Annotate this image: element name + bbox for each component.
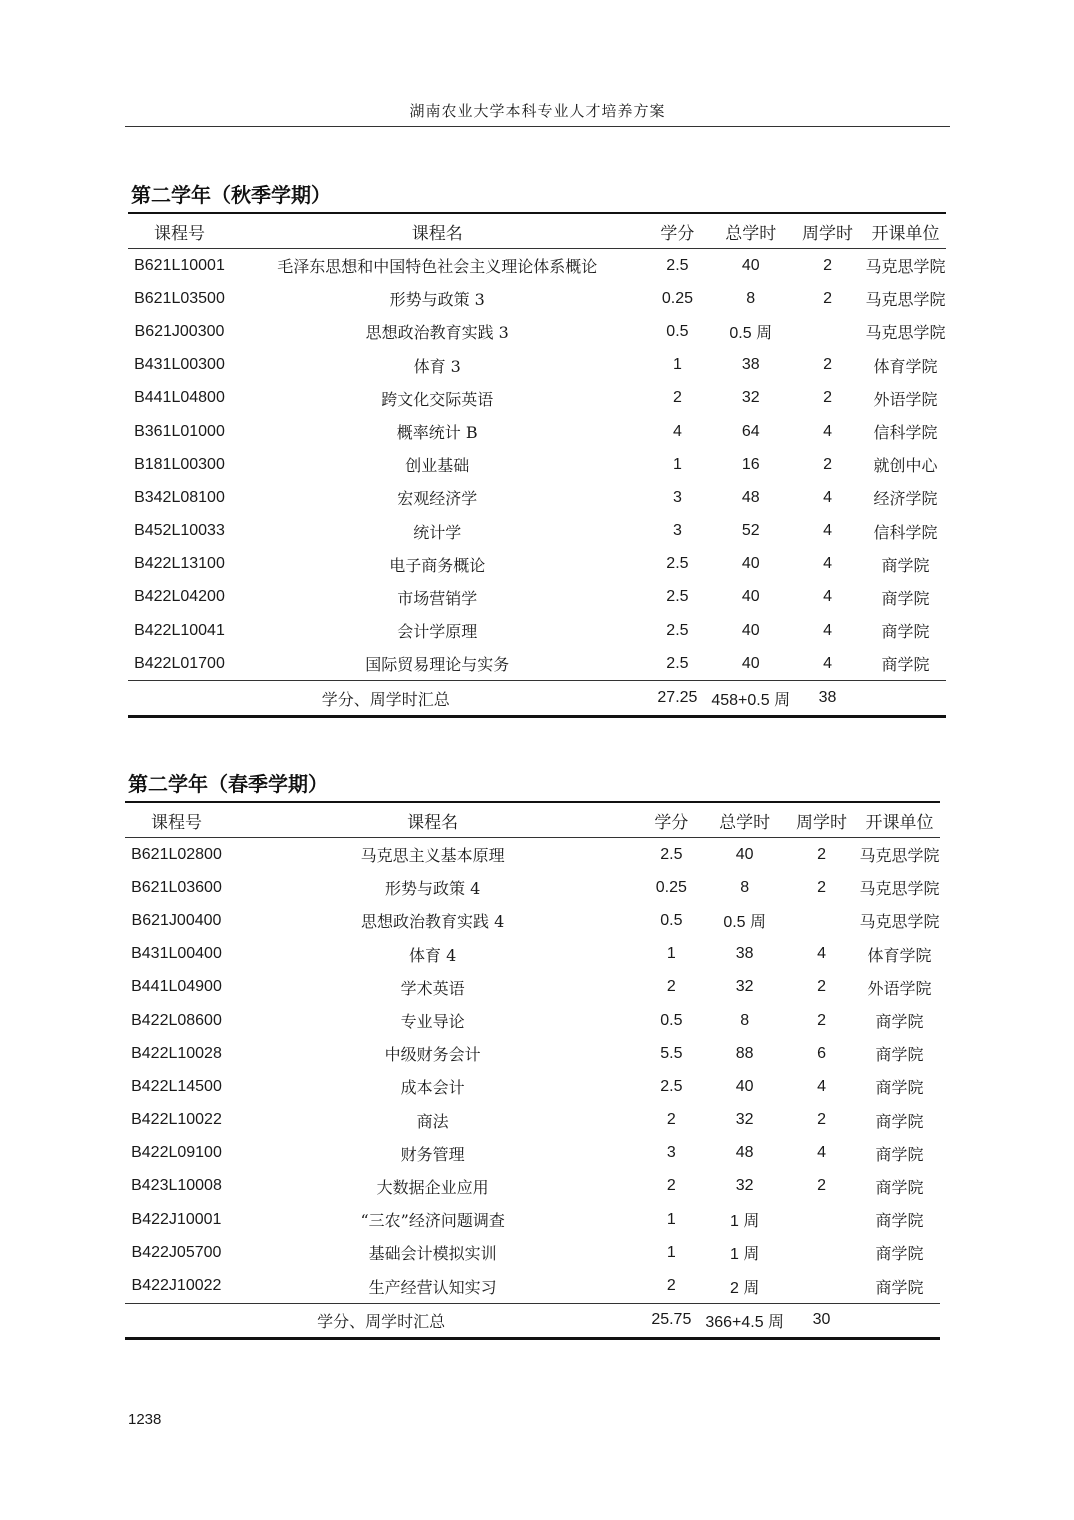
course-name: 电子商务概论 — [389, 555, 486, 575]
course-hours: 40 — [735, 845, 754, 863]
course-credit: 3 — [666, 1144, 676, 1162]
course-name: 市场营销学 — [397, 588, 478, 608]
course-name: 概率统计 B — [396, 423, 478, 443]
course-name: 中级财务会计 — [384, 1045, 481, 1065]
course-dept: 商学院 — [881, 588, 930, 608]
course-weekly: 4 — [823, 422, 832, 440]
course-name: 成本会计 — [400, 1078, 465, 1098]
course-code: B422J05700 — [131, 1243, 222, 1261]
course-credit: 4 — [672, 422, 682, 440]
course-name: 体育 3 — [413, 356, 461, 376]
total-hours: 366+4.5 周 — [705, 1313, 785, 1331]
course-weekly: 2 — [823, 256, 832, 274]
course-code: B361L01000 — [134, 422, 225, 440]
col-header-hours: 总学时 — [725, 223, 777, 244]
course-dept: 马克思学院 — [865, 257, 946, 277]
course-name: 商法 — [416, 1111, 449, 1131]
course-weekly: 2 — [823, 356, 832, 374]
course-name: 会计学原理 — [397, 622, 478, 642]
course-dept: 外语学院 — [873, 389, 938, 409]
course-dept: 信科学院 — [873, 423, 938, 443]
course-hours: 32 — [735, 1111, 754, 1129]
course-hours: 8 — [740, 878, 750, 896]
table-row — [125, 1236, 940, 1269]
course-code: B452L10033 — [134, 522, 225, 540]
course-name: 大数据企业应用 — [376, 1177, 489, 1197]
course-dept: 商学院 — [875, 1045, 924, 1065]
course-code: B422L10022 — [131, 1111, 222, 1129]
table-row — [125, 971, 940, 1004]
course-weekly: 4 — [823, 654, 832, 672]
course-weekly: 4 — [817, 1077, 826, 1095]
course-credit: 0.5 — [666, 322, 689, 340]
course-dept: 马克思学院 — [865, 323, 946, 343]
course-weekly: 2 — [823, 389, 832, 407]
course-weekly — [784, 1236, 859, 1269]
course-credit: 2 — [672, 389, 682, 407]
table-header-row — [125, 802, 940, 838]
course-dept: 经济学院 — [873, 489, 938, 509]
total-hours: 458+0.5 周 — [711, 691, 791, 709]
course-dept: 商学院 — [875, 1144, 924, 1164]
course-code: B621L03600 — [131, 878, 222, 896]
course-credit: 3 — [672, 522, 682, 540]
course-code: B431L00400 — [131, 945, 222, 963]
course-dept: 商学院 — [881, 555, 930, 575]
course-weekly — [784, 904, 859, 937]
table-row — [128, 581, 946, 614]
total-weekly: 30 — [812, 1311, 831, 1329]
page-header — [125, 100, 950, 127]
total-weekly: 38 — [818, 689, 837, 707]
course-credit: 2 — [666, 1277, 676, 1295]
course-dept: 商学院 — [881, 655, 930, 675]
course-code: B423L10008 — [131, 1177, 222, 1195]
course-credit: 2 — [666, 1111, 676, 1129]
table-row — [128, 481, 946, 514]
course-code: B422L10041 — [134, 621, 225, 639]
course-name: 财务管理 — [400, 1144, 465, 1164]
course-weekly: 4 — [817, 1144, 826, 1162]
course-name: 思想政治教育实践 3 — [365, 323, 509, 343]
col-header-code: 课程号 — [153, 223, 205, 244]
table-row — [125, 1170, 940, 1203]
course-code: B181L00300 — [134, 455, 225, 473]
course-credit: 0.5 — [660, 1011, 683, 1029]
course-hours: 48 — [735, 1144, 754, 1162]
course-code: B431L00300 — [134, 356, 225, 374]
total-label: 学分、周学时汇总 — [317, 1311, 446, 1331]
course-dept: 体育学院 — [873, 356, 938, 376]
table-row — [128, 415, 946, 448]
course-code: B441L04800 — [134, 389, 225, 407]
course-hours: 40 — [741, 555, 760, 573]
table-row — [125, 1203, 940, 1236]
table-row — [125, 1104, 940, 1137]
table-row — [128, 282, 946, 315]
course-weekly — [784, 1269, 859, 1303]
course-table-autumn — [128, 212, 946, 718]
course-weekly: 2 — [823, 455, 832, 473]
col-header-weekly: 周学时 — [802, 223, 854, 244]
course-hours: 1 周 — [730, 1246, 760, 1264]
table-row — [128, 249, 946, 283]
course-dept: 商学院 — [875, 1277, 924, 1297]
course-code: B621J00300 — [134, 322, 225, 340]
course-name: 马克思主义基本原理 — [360, 846, 505, 866]
course-hours: 32 — [735, 1177, 754, 1195]
course-dept: 马克思学院 — [859, 912, 940, 932]
course-credit: 1 — [672, 356, 682, 374]
col-header-hours: 总学时 — [719, 812, 771, 833]
course-credit: 2.5 — [660, 1077, 683, 1095]
course-hours: 64 — [741, 422, 760, 440]
course-code: B422L08600 — [131, 1011, 222, 1029]
course-weekly: 2 — [817, 1011, 826, 1029]
course-credit: 2.5 — [666, 621, 689, 639]
col-header-weekly: 周学时 — [796, 812, 848, 833]
table-row — [128, 647, 946, 681]
course-name: 形势与政策 3 — [389, 290, 485, 310]
course-weekly: 2 — [817, 878, 826, 896]
course-weekly: 6 — [817, 1044, 826, 1062]
course-hours: 40 — [741, 256, 760, 274]
course-weekly: 4 — [823, 555, 832, 573]
course-hours: 88 — [735, 1044, 754, 1062]
course-name: 专业导论 — [400, 1012, 465, 1032]
col-header-name: 课程名 — [411, 223, 463, 244]
course-code: B621J00400 — [131, 911, 222, 929]
course-name: 国际贸易理论与实务 — [365, 655, 510, 675]
course-weekly — [784, 1203, 859, 1236]
table-row — [125, 1269, 940, 1303]
course-name: 生产经营认知实习 — [368, 1277, 497, 1297]
course-hours: 38 — [735, 945, 754, 963]
course-dept: 商学院 — [875, 1012, 924, 1032]
table-row — [128, 349, 946, 382]
course-name: 形势与政策 4 — [385, 879, 481, 899]
table-row — [125, 838, 940, 872]
course-hours: 40 — [741, 621, 760, 639]
course-credit: 3 — [672, 488, 682, 506]
course-name: 思想政治教育实践 4 — [361, 912, 505, 932]
total-dept — [865, 681, 946, 716]
course-hours: 48 — [741, 488, 760, 506]
table-row — [125, 1070, 940, 1103]
course-code: B422J10022 — [131, 1277, 222, 1295]
course-hours: 2 周 — [730, 1279, 760, 1297]
course-name: 学术英语 — [400, 978, 465, 998]
course-name: 创业基础 — [405, 456, 470, 476]
course-hours: 38 — [741, 356, 760, 374]
col-header-dept: 开课单位 — [871, 223, 940, 244]
course-weekly — [790, 315, 865, 348]
course-weekly: 4 — [823, 588, 832, 606]
course-weekly: 2 — [817, 1177, 826, 1195]
table-header-row — [128, 213, 946, 249]
course-dept: 体育学院 — [867, 945, 932, 965]
course-code: B342L08100 — [134, 488, 225, 506]
section-title-spring: 第二学年（春季学期） — [128, 772, 328, 796]
course-hours: 40 — [741, 588, 760, 606]
course-name: 毛泽东思想和中国特色社会主义理论体系概论 — [277, 257, 598, 277]
course-dept: 商学院 — [881, 622, 930, 642]
table-row — [125, 1137, 940, 1170]
course-dept: 外语学院 — [867, 978, 932, 998]
course-name: “三农”经济问题调查 — [360, 1211, 505, 1231]
total-credit: 25.75 — [651, 1311, 692, 1329]
course-code: B422L14500 — [131, 1077, 222, 1095]
course-credit: 5.5 — [660, 1044, 683, 1062]
course-hours: 40 — [735, 1077, 754, 1095]
course-name: 跨文化交际英语 — [381, 389, 494, 409]
course-weekly: 4 — [817, 945, 826, 963]
table-row — [128, 614, 946, 647]
course-table-spring — [125, 801, 940, 1340]
course-dept: 商学院 — [875, 1244, 924, 1264]
page-number: 1238 — [128, 1411, 162, 1428]
table-row — [125, 938, 940, 971]
course-weekly: 2 — [823, 289, 832, 307]
course-name: 统计学 — [413, 522, 462, 542]
course-credit: 2.5 — [666, 588, 689, 606]
course-hours: 0.5 周 — [723, 914, 767, 932]
course-hours: 0.5 周 — [729, 325, 773, 343]
course-name: 基础会计模拟实训 — [368, 1244, 497, 1264]
course-dept: 马克思学院 — [865, 290, 946, 310]
course-credit: 1 — [666, 1210, 676, 1228]
course-name: 体育 4 — [409, 945, 457, 965]
total-row — [125, 1303, 940, 1338]
course-code: B621L10001 — [134, 256, 225, 274]
course-credit: 2.5 — [666, 555, 689, 573]
course-dept: 商学院 — [875, 1177, 924, 1197]
course-credit: 1 — [666, 1243, 676, 1261]
table-row — [128, 382, 946, 415]
course-dept: 信科学院 — [873, 522, 938, 542]
table-row — [125, 1004, 940, 1037]
course-dept: 商学院 — [875, 1111, 924, 1131]
course-credit: 2.5 — [666, 256, 689, 274]
course-weekly: 2 — [817, 978, 826, 996]
table-row — [128, 315, 946, 348]
course-credit: 2.5 — [666, 654, 689, 672]
course-dept: 马克思学院 — [859, 846, 940, 866]
col-header-credit: 学分 — [654, 812, 689, 833]
course-weekly: 2 — [817, 845, 826, 863]
course-dept: 就创中心 — [873, 456, 938, 476]
course-weekly: 4 — [823, 522, 832, 540]
course-code: B621L02800 — [131, 845, 222, 863]
course-hours: 40 — [741, 654, 760, 672]
course-dept: 商学院 — [875, 1078, 924, 1098]
col-header-dept: 开课单位 — [865, 812, 934, 833]
course-credit: 0.5 — [660, 911, 683, 929]
table-row — [128, 548, 946, 581]
course-credit: 1 — [672, 455, 682, 473]
total-row — [128, 681, 946, 716]
course-hours: 32 — [741, 389, 760, 407]
course-hours: 52 — [741, 522, 760, 540]
col-header-credit: 学分 — [660, 223, 695, 244]
course-hours: 16 — [741, 455, 760, 473]
course-credit: 0.25 — [661, 289, 693, 307]
course-code: B422L09100 — [131, 1144, 222, 1162]
col-header-code: 课程号 — [150, 812, 202, 833]
total-label: 学分、周学时汇总 — [321, 689, 450, 709]
course-hours: 1 周 — [730, 1213, 760, 1231]
course-code: B422L13100 — [134, 555, 225, 573]
course-weekly: 4 — [823, 488, 832, 506]
course-code: B441L04900 — [131, 978, 222, 996]
course-code: B422L10028 — [131, 1044, 222, 1062]
course-hours: 32 — [735, 978, 754, 996]
course-credit: 0.25 — [655, 878, 687, 896]
course-weekly: 2 — [817, 1111, 826, 1129]
course-hours: 8 — [746, 289, 756, 307]
section-title-autumn: 第二学年（秋季学期） — [131, 183, 331, 207]
course-code: B422L01700 — [134, 654, 225, 672]
course-dept: 马克思学院 — [859, 879, 940, 899]
course-hours: 8 — [740, 1011, 750, 1029]
course-code: B422L04200 — [134, 588, 225, 606]
total-dept — [859, 1303, 940, 1338]
table-row — [125, 1037, 940, 1070]
table-row — [128, 515, 946, 548]
table-row — [128, 448, 946, 481]
course-credit: 2 — [666, 1177, 676, 1195]
total-credit: 27.25 — [657, 689, 698, 707]
course-weekly: 4 — [823, 621, 832, 639]
table-row — [125, 904, 940, 937]
course-code: B621L03500 — [134, 289, 225, 307]
table-row — [125, 871, 940, 904]
course-name: 宏观经济学 — [397, 489, 478, 509]
header-title: 湖南农业大学本科专业人才培养方案 — [409, 102, 666, 120]
course-credit: 2 — [666, 978, 676, 996]
course-credit: 2.5 — [660, 845, 683, 863]
col-header-name: 课程名 — [407, 812, 459, 833]
course-code: B422J10001 — [131, 1210, 222, 1228]
course-dept: 商学院 — [875, 1211, 924, 1231]
course-credit: 1 — [666, 945, 676, 963]
